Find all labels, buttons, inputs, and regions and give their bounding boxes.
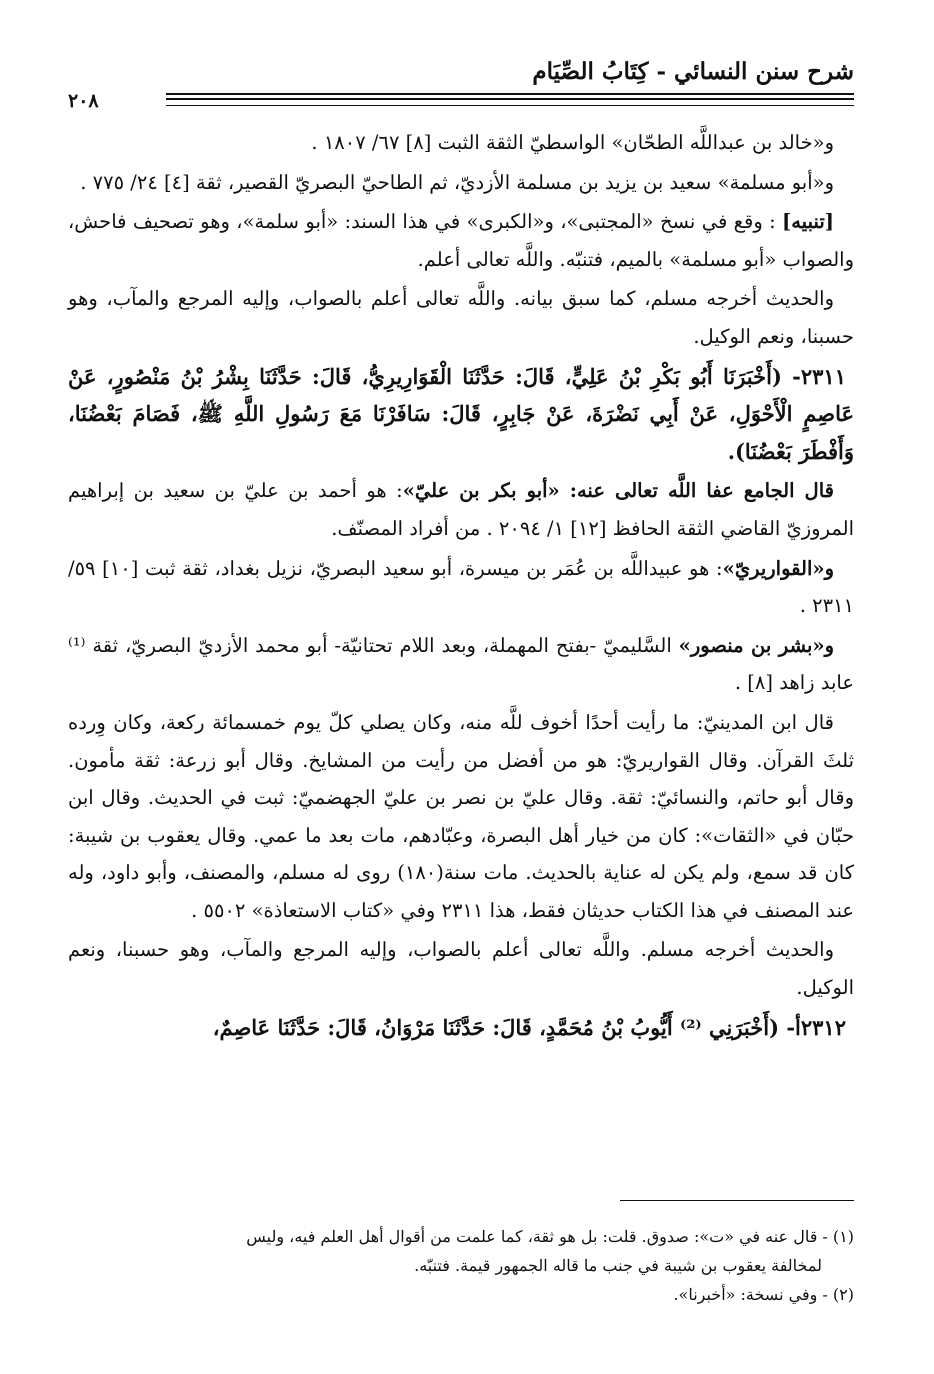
- note-lead: قال الجامع عفا اللَّه تعالى عنه: «أبو بكر بن عليّ»: [402, 479, 834, 503]
- note-lead: [تنبيه]: [782, 210, 834, 234]
- paragraph: و«أبو مسلمة» سعيد بن يزيد بن مسلمة الأزديّ، ثم الطاحيّ البصريّ القصير، ثقة [٤] ٢٤/ ٧٧٥ .: [80, 170, 834, 194]
- main-text: [68, 124, 854, 1048]
- note-text: : هو أحمد بن عليّ بن سعيد بن إبراهيم المروزيّ القاضي الثقة الحافظ [١٢] ١/ ٢٠٩٤ . من أفراد المصنّف.: [68, 479, 854, 540]
- note-text: السَّليميّ -بفتح المهملة، وبعد اللام تحتانيّة- أبو محمد الأزديّ البصريّ، ثقة ⁽¹⁾ عابد زاهد [٨] .: [68, 633, 854, 695]
- footnote-line: (٢) - وفي نسخة: «أخبرنا».: [673, 1285, 854, 1304]
- note-lead: و«بشر بن منصور»: [678, 633, 834, 657]
- paragraph-note: [68, 203, 854, 278]
- note-text: : وقع في نسخ «المجتبى»، و«الكبرى» في هذا السند: «أبو سلمة»، وهو تصحيف فاحش، والصواب «أبو مسلمة» بالميم، فتنبّه. واللَّه تعالى أعلم.: [68, 210, 854, 271]
- paragraph: والحديث أخرجه مسلم. واللَّه تعالى أعلم بالصواب، وإليه المرجع والمآب، وهو حسبنا، ونعم الوكيل.: [68, 938, 854, 1000]
- note-lead: و«القواريريّ»: [722, 556, 834, 580]
- footnote-line: لمخالفة يعقوب بن شيبة في جنب ما قاله الجمهور قيمة. فتنبّه.: [414, 1256, 822, 1275]
- running-title: شرح سنن النسائي - كِتَابُ الصِّيَام: [532, 58, 854, 85]
- paragraph-note: [68, 627, 854, 702]
- footnote-separator: [620, 1200, 854, 1201]
- paragraph: و«خالد بن عبداللَّه الطحّان» الواسطيّ الثقة الثبت [٨] ٦٧/ ١٨٠٧ .: [311, 131, 834, 154]
- note-text: : هو عبيداللَّه بن عُمَر بن ميسرة، أبو سعيد البصريّ، نزيل بغداد، ثقة ثبت [١٠] ٥٩/ ٢٣١١ .: [68, 556, 854, 618]
- paragraph-note: [68, 472, 854, 547]
- footnotes: [68, 1222, 854, 1309]
- header-double-rule: [166, 93, 854, 100]
- paragraph: قال ابن المدينيّ: ما رأيت أحدًا أخوف للَّه منه، وكان يصلي كلّ يوم خمسمائة ركعة، وكان وِرده ثلثَ القرآن. وقال القواريريّ: هو من أفضل من رأيت من المشايخ. وقال أبو زرعة: ثقة مأمون. وقال أبو حاتم، والنسائيّ: ثقة. وقال عليّ بن نصر بن عليّ الجهضميّ: ثبت في الحديث. وقال ابن حبّان في «الثقات»: كان من خيار أهل البصرة، وعبّادهم، مات بعد ما عمي. وقال يعقوب بن شيبة: كان قد سمع، ولم يكن له عناية بالحديث. مات سنة(١٨٠) روى له مسلم، والمصنف، وأبو داود، وله عند المصنف في هذا الكتاب حديثان فقط، هذا ٢٣١١ وفي «كتاب الاستعاذة» ٥٥٠٢ .: [68, 710, 854, 922]
- paragraph-note: [68, 550, 854, 625]
- hadith-text: ٢٣١١- (أَخْبَرَنَا أَبُو بَكْرِ بْنُ عَلِيٍّ، قَالَ: حَدَّثَنَا الْقَوَارِيرِيُّ، قَالَ: حَدَّثَنَا بِشْرُ بْنُ مَنْصُورٍ، عَنْ عَاصِمٍ الْأَحْوَلِ، عَنْ أَبِي نَضْرَةَ، عَنْ جَابِرٍ، قَالَ: سَافَرْنَا مَعَ رَسُولِ اللَّهِ ﷺ، فَصَامَ بَعْضُنَا، وَأَفْطَرَ بَعْضُنَا).: [68, 363, 854, 464]
- hadith-text: ٢٣١٢أ- (أَخْبَرَنِي ⁽²⁾ أَيُّوبُ بْنُ مُحَمَّدٍ، قَالَ: حَدَّثَنَا مَرْوَانُ، قَالَ: حَدَّثَنَا عَاصِمٌ،: [212, 1014, 846, 1040]
- paragraph: والحديث أخرجه مسلم، كما سبق بيانه. واللَّه تعالى أعلم بالصواب، وإليه المرجع والمآب، وهو حسبنا، ونعم الوكيل.: [68, 287, 854, 348]
- page-header: [68, 58, 854, 112]
- footnote-line: (١) - قال عنه في «ت»: صدوق. قلت: بل هو ثقة، كما علمت من أقوال أهل العلم فيه، وليس: [246, 1227, 854, 1246]
- header-thin-rule: [166, 105, 854, 106]
- page-number: ٢٠٨: [68, 90, 99, 112]
